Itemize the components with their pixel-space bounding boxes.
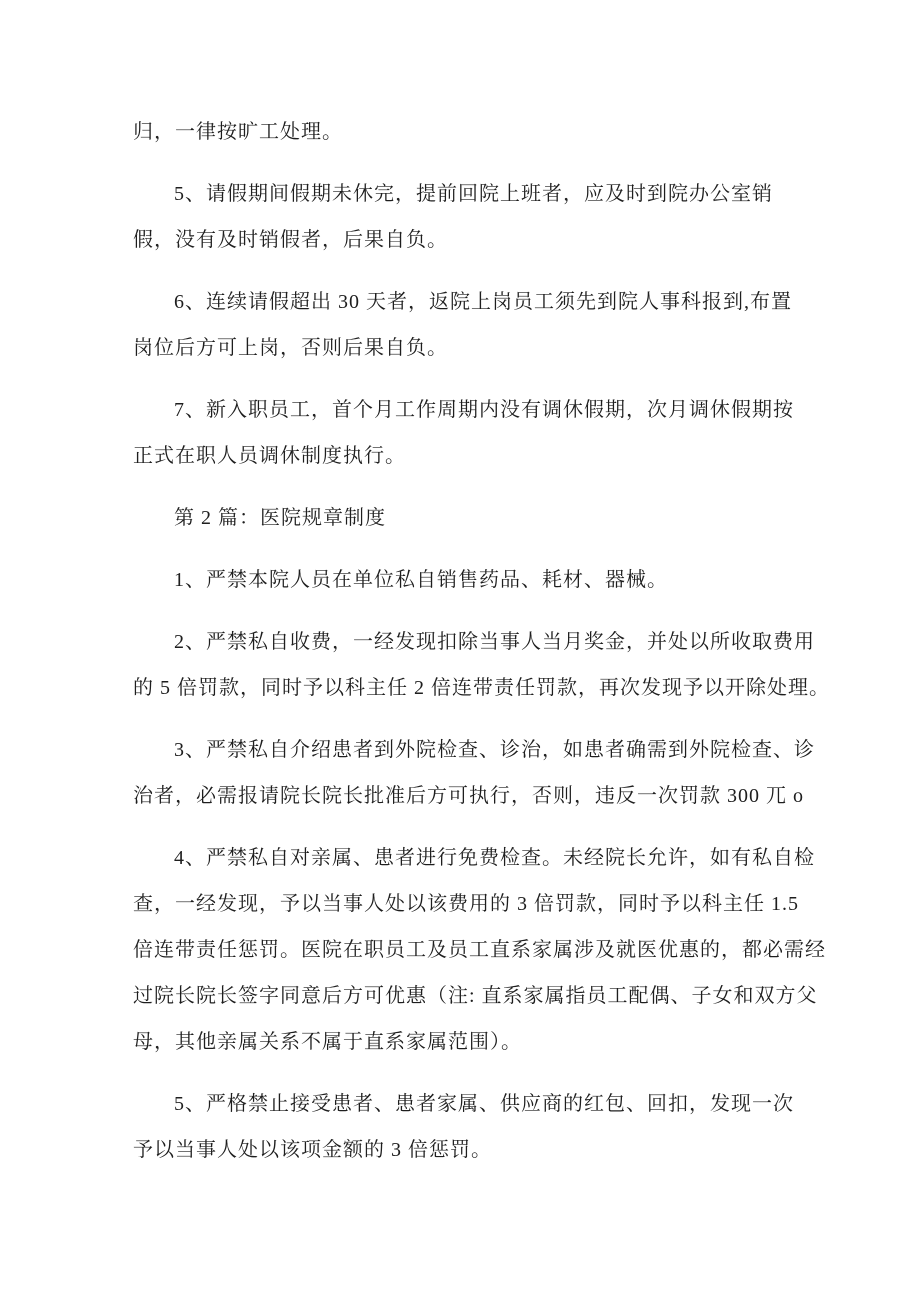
text-line: 的 5 倍罚款，同时予以科主任 2 倍连带责任罚款，再次发现予以开除处理。 xyxy=(133,677,830,699)
paragraph xyxy=(133,109,813,155)
text-line: 3、严禁私自介绍患者到外院检查、诊治，如患者确需到外院检查、诊 xyxy=(174,739,815,761)
text-line: 治者，必需报请院长院长批准后方可执行，否则，违反一次罚款 300 兀 o xyxy=(133,785,804,807)
text-line: 过院长院长签字同意后方可优惠（注: 直系家属指员工配偶、子女和双方父 xyxy=(133,985,818,1007)
text-line: 查，一经发现，予以当事人处以该费用的 3 倍罚款，同时予以科主任 1.5 xyxy=(133,893,799,915)
paragraph xyxy=(133,835,826,1065)
text-line: 7、新入职员工，首个月工作周期内没有调休假期，次月调休假期按 xyxy=(174,399,794,421)
text-line: 1、严禁本院人员在单位私自销售药品、耗材、器械。 xyxy=(174,569,668,591)
text-line: 6、连续请假超出 30 天者，返院上岗员工须先到院人事科报到,布置 xyxy=(174,291,792,313)
text-line: 5、请假期间假期未休完，提前回院上班者，应及时到院办公室销 xyxy=(174,183,773,205)
text-line: 予以当事人处以该项金额的 3 倍惩罚。 xyxy=(133,1139,492,1161)
text-line: 归，一律按旷工处理。 xyxy=(133,121,343,143)
text-line: 倍连带责任惩罚。医院在职员工及员工直系家属涉及就医优惠的，都必需经 xyxy=(133,939,826,961)
text-line: 假，没有及时销假者，后果自负。 xyxy=(133,229,448,251)
text-line: 母，其他亲属关系不属于直系家属范围）。 xyxy=(133,1031,522,1053)
text-line: 正式在职人员调休制度执行。 xyxy=(133,445,406,467)
document-body xyxy=(133,109,830,1189)
paragraph xyxy=(133,279,813,371)
text-line: 第 2 篇：医院规章制度 xyxy=(174,507,386,529)
text-line: 岗位后方可上岗，否则后果自负。 xyxy=(133,337,448,359)
text-line: 4、严禁私自对亲属、患者进行免费检查。未经院长允许，如有私自检 xyxy=(174,847,815,869)
paragraph xyxy=(133,387,813,479)
paragraph xyxy=(133,619,830,711)
text-line: 2、严禁私自收费，一经发现扣除当事人当月奖金，并处以所收取费用 xyxy=(174,631,815,653)
text-line: 5、严格禁止接受患者、患者家属、供应商的红包、回扣，发现一次 xyxy=(174,1093,794,1115)
paragraph xyxy=(133,727,813,819)
paragraph xyxy=(133,557,813,603)
paragraph xyxy=(133,1081,813,1173)
paragraph xyxy=(133,495,813,541)
paragraph xyxy=(133,171,813,263)
